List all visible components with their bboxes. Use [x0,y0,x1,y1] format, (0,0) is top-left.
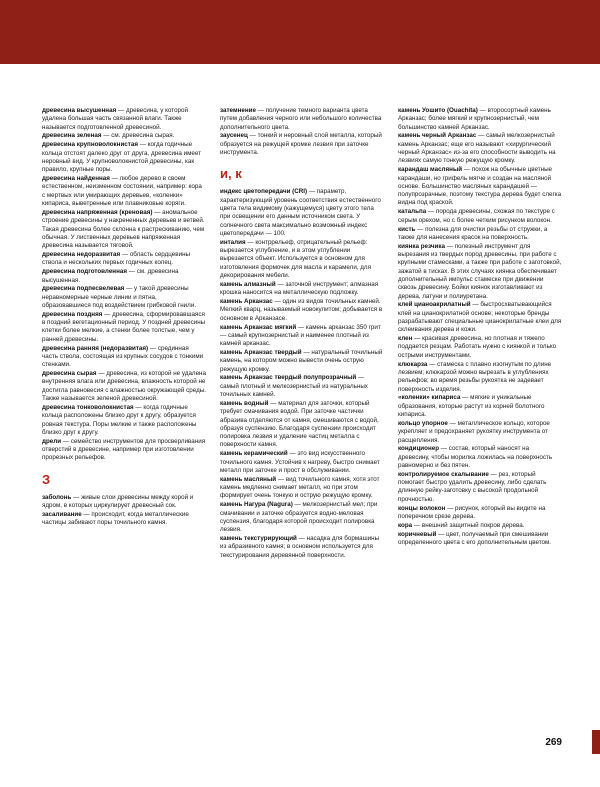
glossary-term: древесина сырая [42,370,97,378]
glossary-term: камень Арканзас твердый [220,348,302,356]
glossary-definition: — второсортный камень Арканзас; более мягкий и крупнозернистый, чем большинство камней Арканзас. [398,107,551,131]
glossary-entry [398,335,562,360]
glossary-term: камень керамический [220,450,288,458]
glossary-entry [220,239,384,280]
glossary-term: киянка резчика [398,242,445,250]
column-3-entries [398,107,562,547]
glossary-definition: — древесина, сформировавшаяся в поздний вегетационный период. У поздней древесины клетки более мелкие, а стенки более толстые, чем у ранней древесины. [42,310,206,343]
glossary-term: концы волокон [398,504,446,512]
glossary-definition: — натуральный точильный камень, на котором можно вывести очень острую режущую кромку. [220,348,383,373]
glossary-term: древесина недоразвитая [42,251,121,259]
glossary-definition: — живые слои древесины между корой и ядром, в которых циркулирует древесный сок. [42,493,194,509]
glossary-term: «коленки» кипариса [398,394,461,402]
glossary-entry [398,107,562,132]
glossary-entry [42,438,206,463]
glossary-definition: — мелкозернистый мел; при смачивании и заточке образуется водно-меловая суспензия, благодаря которой происходит полировка лезвия. [220,501,378,534]
glossary-term: древесина ранняя (недоразвитая) [42,344,149,352]
glossary-term: индекс цветопередачи (CRI) [220,188,308,196]
glossary-entry [42,285,206,310]
column-2 [220,107,384,561]
section-heading-z: З [42,471,51,487]
glossary-definition: — заточной инструмент; алмазная крошка наносится на металлическую подложку. [220,280,379,297]
glossary-term: кора [398,521,413,529]
glossary-definition: — это вид искусственного точильного камня. Устойчив к нагреву, быстро снимает металл при заточке и прост в обслуживании. [220,450,380,474]
glossary-definition: — когда годичные кольца расположены близко друг к другу, образуется ровная текстура. Поры мелкие и также расположены близко друг к другу. [42,403,197,436]
glossary-term: древесина высушенная [42,107,117,114]
glossary-term: засаливание [42,510,82,518]
glossary-term: древесина крупноволокнистая [42,141,138,149]
glossary-term: контролируемое скалывание [398,470,489,478]
glossary-term: катальпа [398,208,427,216]
glossary-definition: — мягкие и уникальные образования, которые растут из корней болотного кипариса. [398,394,545,419]
glossary-entry [398,301,562,334]
glossary-entry [398,208,562,225]
glossary-definition: — камень арканзас 350 грит — самый крупнозернистый и наименее плотный из камней арканзас. [220,323,381,348]
glossary-definition: — область сердцевины ствола и нескольких первых годичных колец. [42,251,191,267]
glossary-entry [220,476,384,501]
glossary-term: заболонь [42,493,72,501]
glossary-term: заусенец [220,132,248,140]
glossary-definition: — полезный инструмент для вырезания из твердых пород древесины, при работе с крупными стамесками, а также при работе с заготовкой, зажатой в тисках. В этих случаях киянка обеспечивает дополнительный импульс стамеске при движении сквозь древесину. Бойки киянок изготавливают из дерева, латуни и полиуретана. [398,242,562,300]
glossary-entry [220,132,384,157]
glossary-definition: — цвет, получаемый при смешивании определенного цвета с его дополнительным цветом. [398,530,552,547]
glossary-term: древесина поздняя [42,310,103,318]
glossary-entry [42,404,206,437]
glossary-definition: — быстросхватывающийся клей на цианокрилатной основе; некоторые бренды разрабатывают специальные цианокрилатные клеи для склеивания дерева и кожи. [398,301,562,334]
glossary-term: камень водный [220,399,269,407]
glossary-term: древесина тонковолокнистая [42,403,134,411]
glossary-entry [398,361,562,394]
glossary-definition: — древесина, у которой удалена большая часть связанной влаги. Также называется подготовленной древесиной. [42,107,188,131]
glossary-term: кондиционер [398,445,440,453]
page-edge-strip [592,730,600,754]
glossary-definition: — внешний защитный покров дерева. [412,521,525,529]
glossary-entry [42,370,206,403]
glossary-entry [220,374,384,399]
glossary-definition: — стамеска с плавно изогнутым по длине лезвием; клюкарзой можно вырезать в углублениях рельефов; во время резьбы рукоятка не задевает поверхность изделия. [398,360,552,393]
glossary-definition: — самый плотный и мелкозернистый из натуральных точильных камней. [220,374,368,399]
glossary-term: камень Арканзас твердый полупрозрачный [220,374,357,382]
column-2-entries-top [220,107,384,157]
glossary-entry [398,226,562,243]
glossary-term: клей цианоакрилатный [398,301,471,309]
glossary-entry [398,531,562,548]
column-1 [42,107,206,561]
glossary-definition: — материал для заточки, который требует смачивания водой. При заточке частички абразива отделяются от камня, смешиваются с водой, образуя суспензию. Благодаря суспензии происходит полировка лезвия и удаление частиц металла с поверхности камня. [220,399,379,449]
glossary-term: камень Арканзас [220,298,273,306]
glossary-entry [220,281,384,298]
glossary-entry [398,132,562,165]
glossary-term: коричневый [398,530,437,538]
glossary-entry [220,298,384,323]
glossary-definition: — порода древесины, схожая по текстуре с серым орехом, но с более четким рисунком волокон. [398,208,555,224]
glossary-entry [220,535,384,560]
glossary-entry [42,141,206,174]
glossary-entry [220,324,384,349]
glossary-entry [398,166,562,207]
column-1-entries [42,107,206,463]
glossary-definition: — насадка для бормашины из абразивного камня; в основном используется для текстурирования деревянной поверхности. [220,535,380,559]
glossary-entry [220,188,384,238]
glossary-entry [220,107,384,132]
glossary-definition: — состав, который наносят на древесину, чтобы морилка ложилась на поверхность равномерно и без пятен. [398,445,553,469]
glossary-entry [398,243,562,301]
glossary-entry [220,400,384,450]
glossary-term: клен [398,335,413,343]
column-3 [398,107,562,561]
glossary-term: кольцо упорное [398,419,448,427]
glossary-definition: — аномальное строение древесины у накрененных деревьев и ветвей. Такая древесина более склонна к растрескиванию, чем обычная. У лиственных деревьев напряженная древесина называется тяговой. [42,208,205,250]
glossary-entry [42,175,206,208]
glossary-definition: — вид точильного камня, хотя этот камень медленно снимает металл, но при этом формирует очень тонкую и острую режущую кромку. [220,475,380,500]
glossary-definition: — рез, который помогает быстро удалить древесину, либо сделать длинную рейку-заготовку с высокой продольной прочностью. [398,470,547,503]
glossary-entry [42,311,206,344]
glossary-term: камень Арканзас мягкий [220,323,297,331]
glossary-definition: — красивая древесина, но плотная и тяжело поддается резцам. Работать нужно с киянкой и только острыми инструментами. [398,335,557,359]
glossary-definition: — срединная часть ствола, состоящая из крупных сосудов с тонкими стенками. [42,344,204,369]
glossary-term: кисть [398,225,416,233]
glossary-definition: — см. древесина сырая. [101,132,175,140]
glossary-entry [42,494,206,511]
glossary-term: камень черный Арканзас [398,132,477,140]
glossary-definition: — похож на обычные цветные карандаши, но грифель мягче и создан на масляной основе. Большинство масляных карандашей — полупрозрачные, поэтому текстура дерева будет слегка видна под краской. [398,166,562,207]
glossary-definition: — происходит, когда металлические частицы забивают поры точильного камня. [42,510,189,527]
column-1-entries-z [42,494,206,528]
glossary-definition: — один из видов точильных камней. Мелкий кварц, называемый новокулитом; добывается в основном в Арканзасе. [220,298,383,322]
glossary-term: клюкарза [398,360,428,368]
glossary-definition: — когда годичные кольца отстоят далеко друг от друга, древесина имеет неровный вид. У крупноволокнистой древесины, как правило, крупные поры. [42,141,202,174]
glossary-entry [220,450,384,475]
glossary-definition: — контррельеф, отрицательный рельеф: вырезается углубление, и в этом углублении вырезается объект. Используется в основном для изготовления формочек для масла и карамели, для декорирования мебели. [220,238,371,279]
glossary-entry [398,420,562,445]
glossary-entry [398,394,562,419]
glossary-entry [398,505,562,522]
glossary-term: древесина подготовленная [42,268,127,276]
glossary-term: камень текстурирующий [220,535,297,543]
section-heading-ik: и, к [220,166,242,182]
glossary-entry [42,268,206,285]
glossary-definition: — см. древесина высушенная. [42,268,179,284]
glossary-definition: — металлическое кольцо, которое укрепляет и предохраняет рукоятку инструмента от расщепления. [398,419,550,444]
glossary-term: затемнение [220,107,256,114]
glossary-term: камень масляный [220,475,277,483]
glossary-definition: — тонкий и неровный слой металла, который образуется на режущей кромке лезвия при заточке инструмента. [220,132,382,157]
glossary-term: инталия [220,238,246,246]
column-2-entries [220,188,384,560]
glossary-entry [42,132,206,140]
glossary-term: дрели [42,437,62,445]
glossary-entry [220,349,384,374]
glossary-term: камень алмазный [220,280,276,288]
glossary-entry [398,522,562,530]
page-number: 269 [545,737,562,748]
glossary-entry [42,511,206,528]
glossary-term: древесина зеленая [42,132,102,140]
glossary-term: древесина напряженная (креновая) [42,208,153,216]
glossary-definition: — семейство инструментов для просверливания отверстий в древесине, например при изготовлении прорезных рельефов. [42,437,206,462]
glossary-entry [42,251,206,268]
glossary-entry [42,107,206,132]
glossary-entry [42,345,206,370]
glossary-entry [42,209,206,250]
glossary-definition: — параметр, характеризующий уровень соответствия естественного цвета тела видимому (кажущемуся) цвету этого тела при освещении его данным источником света. У солнечного света максимально возможный индекс цветопередачи — 100. [220,188,381,237]
glossary-entry [398,471,562,504]
glossary-term: камень Уошито (Ouachita) [398,107,478,114]
glossary-term: камень Нагура (Nagura) [220,501,293,509]
glossary-definition: — рисунок, который вы видите на поперечном срезе дерева. [398,504,546,520]
glossary-columns [42,107,562,561]
glossary-definition: — древесина, из которой не удалена внутренняя влага или древесина, влажность которой не достигла равновесия с влажностью окружающей среды. Также называется зеленой древесиной. [42,370,206,403]
glossary-definition: — у такой древесины неравномерные черные линии и пятна, образовавшиеся под воздействием грибковой гнили. [42,285,197,309]
glossary-entry [398,445,562,470]
glossary-definition: — полезна для очистки резьбы от стружки, а также для нанесения красок на поверхность. [398,225,548,241]
header-banner [0,0,600,64]
glossary-term: карандаш масляный [398,166,463,174]
glossary-definition: — самый мелкозернистый камень Арканзас; еще его называют «хирургический черный Арканзас» из-за его способности выводить на лезвиях самую тонкую режущую кромку. [398,132,556,165]
glossary-entry [220,501,384,534]
glossary-term: древесина найденная [42,175,110,183]
glossary-definition: — получение темного варианта цвета путем добавления черного или небольшого количества дополнительного цвета. [220,107,382,131]
glossary-definition: — любое дерево в своем естественном, неизменном состоянии, например: кора с мертвых или умирающих деревьев, «коленки» кипариса, выветренные или плавниковые коряги. [42,175,202,208]
glossary-term: древесина подпесвелевая [42,285,125,293]
